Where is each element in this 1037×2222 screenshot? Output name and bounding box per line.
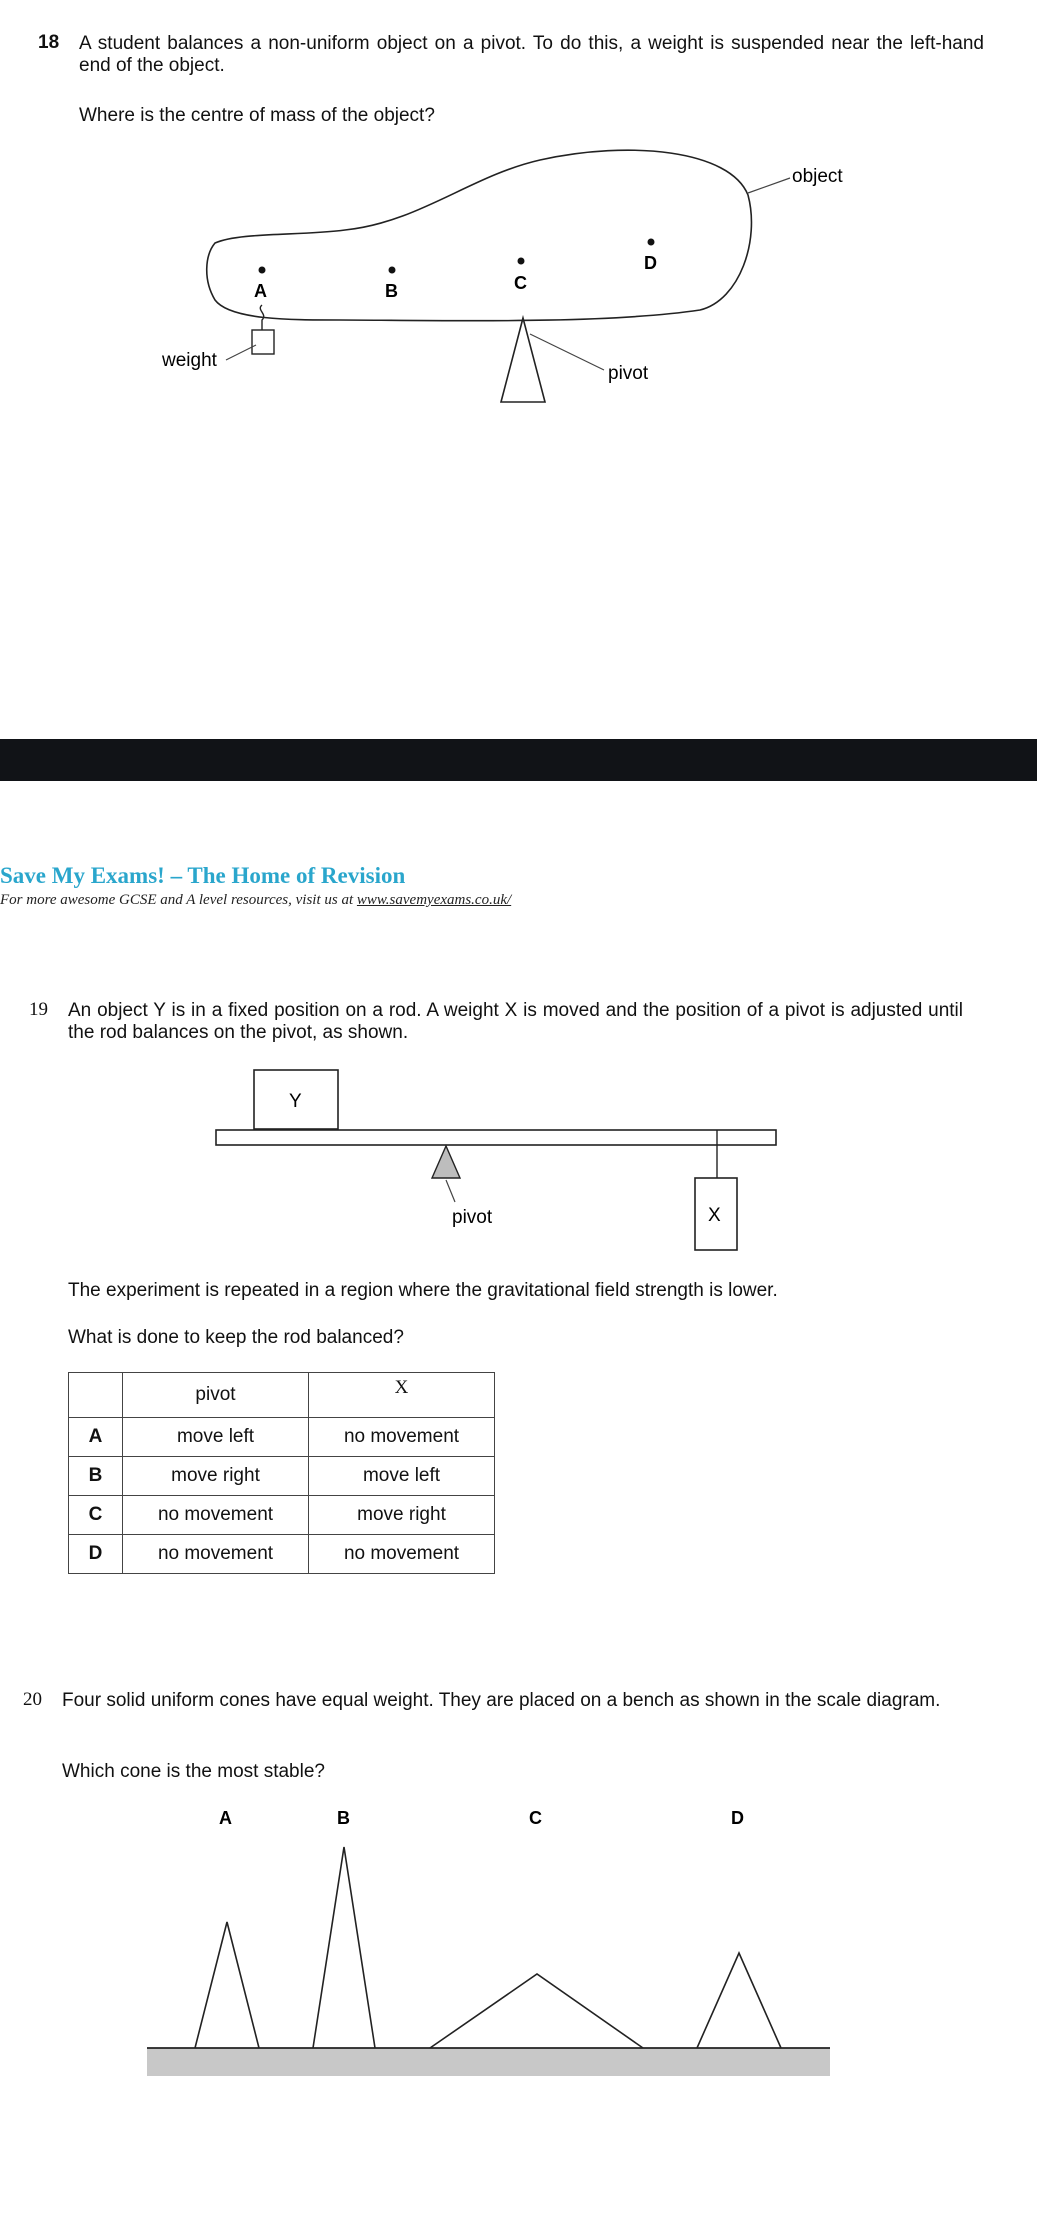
q20-text: Four solid uniform cones have equal weight. They are placed on a bench as shown in the scale diagram. bbox=[62, 1690, 941, 1711]
pivot-triangle bbox=[501, 318, 545, 402]
weight-label: weight bbox=[162, 350, 217, 371]
pivot-triangle bbox=[432, 1146, 460, 1178]
answer-table bbox=[68, 1372, 495, 1574]
table-header-cell bbox=[69, 1373, 123, 1418]
table-row bbox=[69, 1496, 495, 1535]
sme-title: Save My Exams! – The Home of Revision bbox=[0, 863, 406, 888]
q19-para: The experiment is repeated in a region where the gravitational field strength is lower. bbox=[68, 1280, 778, 1301]
table-cell-x: move left bbox=[309, 1457, 495, 1496]
q20-number: 20 bbox=[23, 1689, 42, 1710]
cone-d bbox=[697, 1953, 781, 2048]
table-cell-letter: D bbox=[69, 1535, 123, 1574]
q19-number: 19 bbox=[29, 999, 48, 1020]
pivot-leader bbox=[446, 1180, 455, 1202]
pivot-label: pivot bbox=[608, 363, 649, 384]
pivot-label: pivot bbox=[452, 1207, 493, 1228]
cone-a bbox=[195, 1922, 259, 2048]
point-c-dot bbox=[518, 258, 525, 265]
rod bbox=[216, 1130, 776, 1145]
point-d-dot bbox=[648, 239, 655, 246]
cone-c bbox=[430, 1974, 643, 2048]
object-leader bbox=[748, 178, 790, 193]
cone-d-label: D bbox=[731, 1808, 744, 1828]
object-outline bbox=[207, 150, 752, 321]
table-header-row bbox=[69, 1373, 495, 1418]
q18-question: Where is the centre of mass of the object? bbox=[79, 105, 435, 126]
table-row bbox=[69, 1418, 495, 1457]
table-cell-x: no movement bbox=[309, 1418, 495, 1457]
point-c-label: C bbox=[514, 273, 527, 293]
q20-diagram bbox=[0, 1800, 1037, 2090]
point-d-label: D bbox=[644, 253, 657, 273]
sme-link[interactable]: www.savemyexams.co.uk/ bbox=[356, 892, 512, 908]
cone-a-label: A bbox=[219, 1808, 232, 1828]
weight-x-label: X bbox=[708, 1205, 721, 1226]
point-b-label: B bbox=[385, 281, 398, 301]
table-row bbox=[69, 1535, 495, 1574]
table-cell-pivot: no movement bbox=[123, 1496, 309, 1535]
object-y-label: Y bbox=[289, 1091, 302, 1112]
table-header-cell: X bbox=[309, 1373, 495, 1418]
table-cell-x: move right bbox=[309, 1496, 495, 1535]
point-a-dot bbox=[259, 267, 266, 274]
sme-subtitle-text: For more awesome GCSE and A level resources, visit us at bbox=[0, 892, 357, 908]
table-cell-letter: C bbox=[69, 1496, 123, 1535]
cone-b bbox=[313, 1847, 375, 2048]
q20-question: Which cone is the most stable? bbox=[62, 1761, 325, 1782]
weight-box bbox=[252, 330, 274, 354]
pivot-leader bbox=[530, 334, 604, 370]
cone-b-label: B bbox=[337, 1808, 350, 1828]
sme-subtitle bbox=[0, 892, 511, 909]
q18-diagram bbox=[0, 0, 1037, 420]
table-header-cell: pivot bbox=[123, 1373, 309, 1418]
page-banner bbox=[0, 739, 1037, 781]
table-row bbox=[69, 1457, 495, 1496]
table-cell-pivot: move right bbox=[123, 1457, 309, 1496]
q19-diagram bbox=[0, 1060, 1037, 1260]
point-b-dot bbox=[389, 267, 396, 274]
object-label: object bbox=[792, 166, 843, 187]
q18-text: A student balances a non-uniform object on a pivot. To do this, a weight is suspended near the left-hand end of the object. bbox=[79, 33, 984, 76]
table-cell-letter: A bbox=[69, 1418, 123, 1457]
table-cell-letter: B bbox=[69, 1457, 123, 1496]
cone-c-label: C bbox=[529, 1808, 542, 1828]
q19-question: What is done to keep the rod balanced? bbox=[68, 1327, 404, 1348]
point-a-label: A bbox=[254, 281, 267, 301]
q18-number: 18 bbox=[38, 32, 60, 53]
table-cell-x: no movement bbox=[309, 1535, 495, 1574]
bench bbox=[147, 2048, 830, 2076]
q19-text: An object Y is in a fixed position on a rod. A weight X is moved and the position of a pivot is adjusted until the rod balances on the pivot, as shown. bbox=[68, 1000, 963, 1043]
table-cell-pivot: no movement bbox=[123, 1535, 309, 1574]
table-cell-pivot: move left bbox=[123, 1418, 309, 1457]
